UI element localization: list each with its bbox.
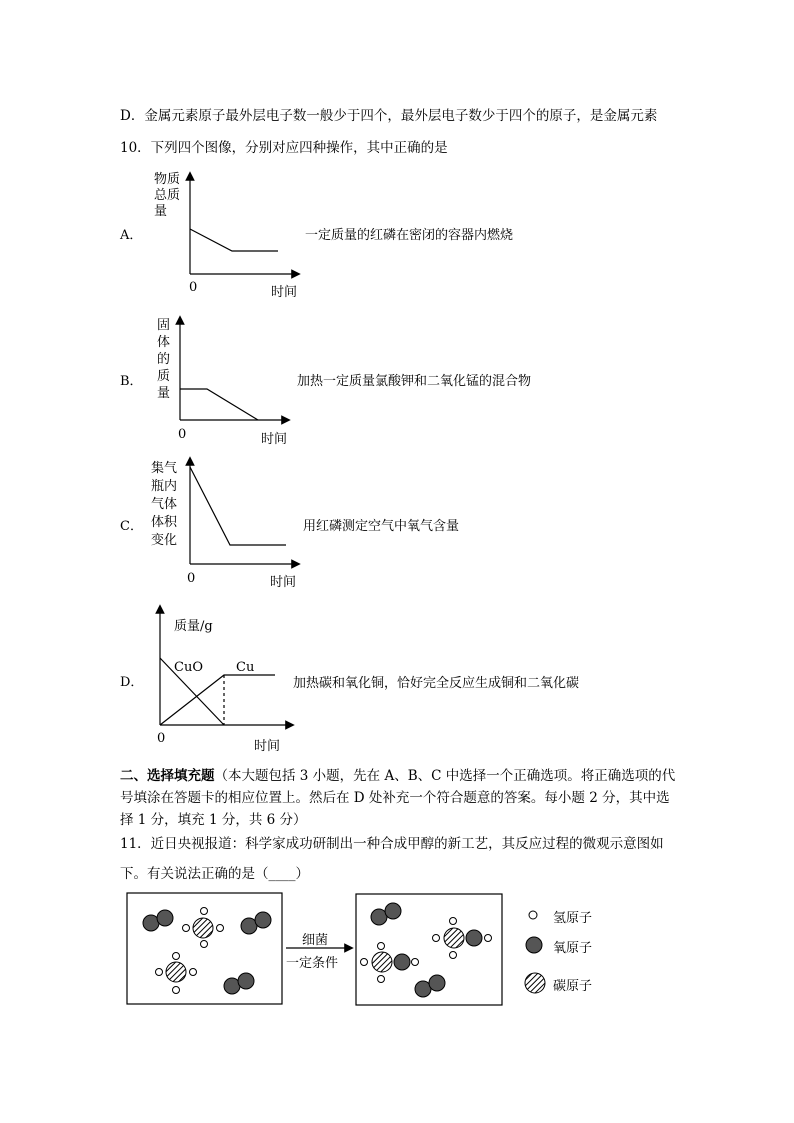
question-9-option-d: D．金属元素原子最外层电子数一般少于四个，最外层电子数少于四个的原子，是金属元素 (120, 108, 658, 124)
legend-hydrogen-symbol (529, 911, 537, 919)
graph-b-curve (180, 389, 258, 420)
graph-c (190, 461, 296, 564)
graph-c-y-label: 集气 瓶内 气体 体积 变化 (151, 461, 178, 548)
graph-a-caption: 一定质量的红磷在密闭的容器内燃烧 (305, 228, 514, 243)
graph-a (190, 176, 296, 274)
option-c-label: C． (120, 519, 143, 534)
oxygen-molecule (224, 973, 254, 994)
legend-oxygen-symbol (526, 937, 542, 953)
graph-c-caption: 用红磷测定空气中氧气含量 (303, 519, 460, 534)
option-b-label: B． (120, 374, 143, 389)
graph-d-x-label: 时间 (254, 739, 281, 754)
graph-b-y-label: 固 体 的 质 量 (157, 318, 171, 401)
methane-molecule (183, 908, 224, 948)
legend-oxygen-label: 氧原子 (553, 941, 593, 956)
section-2-line-3: 择 1 分，填充 1 分，共 6 分） (120, 812, 307, 828)
graph-a-curve (190, 229, 278, 251)
oxygen-molecule (415, 975, 445, 997)
graph-b-caption: 加热一定质量氯酸钾和二氧化锰的混合物 (297, 374, 532, 389)
graph-c-origin: 0 (187, 571, 196, 586)
oxygen-molecule (241, 912, 271, 934)
graph-c-curve (190, 467, 286, 545)
graph-d-y-label: 质量/g (174, 619, 213, 634)
option-a-label: A． (120, 228, 143, 243)
methanol-molecule (433, 918, 492, 959)
oxygen-molecule (371, 903, 401, 925)
legend-hydrogen-label: 氢原子 (553, 911, 593, 926)
graph-d-origin: 0 (157, 731, 166, 746)
methane-molecule (156, 953, 197, 994)
graph-b-x-label: 时间 (261, 432, 288, 447)
graph-a-origin: 0 (189, 280, 198, 295)
section-2-title: 二、选择填充题 (120, 768, 215, 784)
graph-b (180, 320, 286, 420)
graph-d-cu-label: Cu (236, 660, 255, 675)
legend-carbon-label: 碳原子 (553, 979, 593, 994)
oxygen-molecule (143, 910, 173, 931)
graph-a-y-label: 物质 总质 量 (154, 172, 181, 219)
methanol-molecule (361, 943, 419, 983)
question-11-line-1: 11．近日央视报道：科学家成功研制出一种合成甲醇的新工艺，其反应过程的微观示意图如 (120, 836, 664, 852)
graph-d-caption: 加热碳和氧化铜，恰好完全反应生成铜和二氧化碳 (293, 676, 580, 691)
legend-carbon-symbol (525, 973, 545, 993)
graph-b-origin: 0 (178, 427, 187, 442)
arrow-label-bacteria: 细菌 (302, 933, 329, 948)
graph-c-x-label: 时间 (270, 575, 297, 590)
graph-d-cuo-label: CuO (174, 660, 203, 675)
question-10-stem: 10．下列四个图像，分别对应四种操作，其中正确的是 (120, 140, 448, 156)
question-11-line-2: 下。有关说法正确的是（____） (120, 866, 309, 882)
section-2-instructions: （本大题包括 3 小题，先在 A、B、C 中选择一个正确选项。将正确选项的代 (214, 768, 676, 784)
section-2-line-1 (120, 764, 675, 784)
reaction-diagram (127, 893, 545, 1005)
graph-a-x-label: 时间 (271, 285, 298, 300)
section-2-line-2: 号填涂在答题卡的相应位置上。然后在 D 处补充一个符合题意的答案。每小题 2 分，其中选 (120, 790, 670, 806)
arrow-label-condition: 一定条件 (286, 956, 339, 971)
option-d-label: D． (120, 675, 144, 690)
